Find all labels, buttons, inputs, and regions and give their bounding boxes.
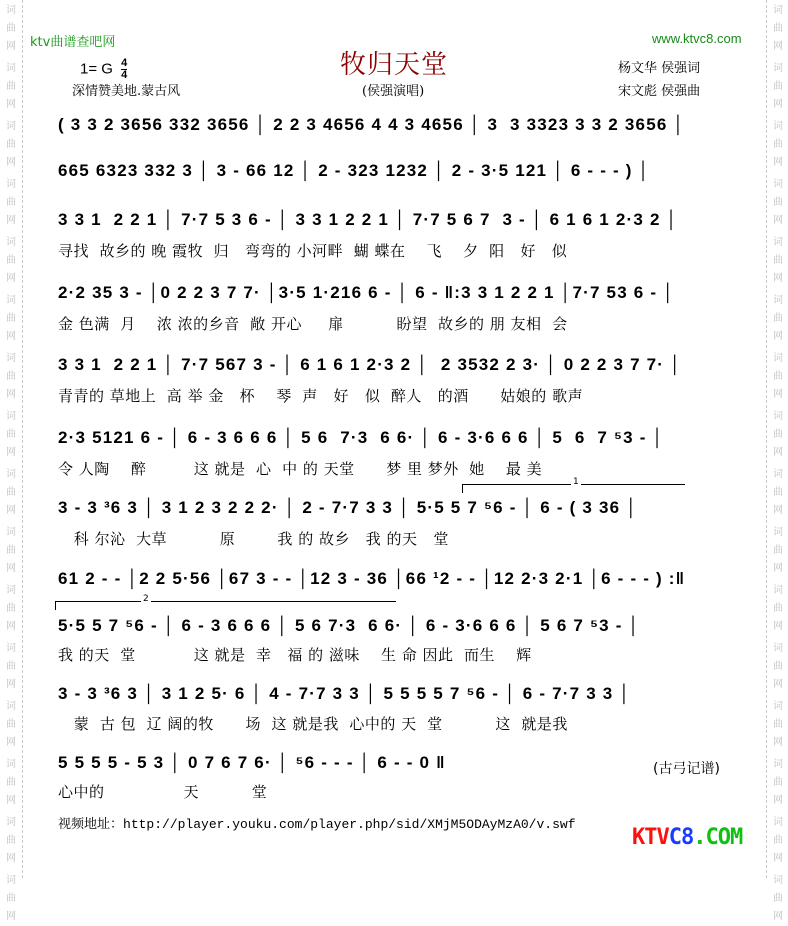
notation-row-9: 5·5 5 7 ⁵6 - │ 6 - 3 6 6 6 │ 5 6 7·3 6 6· │ 6 - 3·6 6 6 │ 5 6 7 ⁵3 - │ xyxy=(58,616,641,635)
watermark-char: 词 xyxy=(773,179,783,190)
watermark-char: 曲 xyxy=(6,835,16,846)
watermark-char: 词 xyxy=(6,875,16,886)
watermark-char: 曲 xyxy=(773,81,783,92)
singer-credit: (侯强演唱) xyxy=(362,84,425,99)
watermark-char: 词 xyxy=(6,353,16,364)
watermark-char: 网 xyxy=(6,99,16,110)
watermark-char: 网 xyxy=(6,563,16,574)
watermark-char: 曲 xyxy=(773,23,783,34)
key-label: 1= G xyxy=(80,60,113,78)
watermark-char: 网 xyxy=(6,215,16,226)
volta-1-bracket: 1 xyxy=(462,484,685,493)
watermark-char: 曲 xyxy=(6,81,16,92)
watermark-char: 曲 xyxy=(773,371,783,382)
key-signature xyxy=(80,58,127,81)
notation-row-10: 3 - 3 ³6 3 │ 3 1 2 5· 6 │ 4 - 7·7 3 3 │ 5 5 5 5 7 ⁵6 - │ 6 - 7·7 3 3 │ xyxy=(58,684,632,703)
right-watermark-strip xyxy=(766,0,788,922)
watermark-char: 网 xyxy=(6,621,16,632)
watermark-char: 曲 xyxy=(6,661,16,672)
watermark-char: 曲 xyxy=(773,313,783,324)
watermark-char: 网 xyxy=(773,563,783,574)
lyrics-row-4: 金 色满 月 浓 浓的乡音 敞 开心 扉 盼望 故乡的 朋 友相 会 xyxy=(58,315,568,333)
watermark-char: 网 xyxy=(6,157,16,168)
watermark-char: 词 xyxy=(773,469,783,480)
watermark-char: 网 xyxy=(773,157,783,168)
site-name-link[interactable]: ktv曲谱查吧网 xyxy=(30,35,116,50)
watermark-char: 网 xyxy=(6,447,16,458)
watermark-char: 词 xyxy=(6,5,16,16)
watermark-char: 网 xyxy=(6,737,16,748)
watermark-char: 词 xyxy=(773,353,783,364)
notation-row-7: 3 - 3 ³6 3 │ 3 1 2 3 2 2 2· │ 2 - 7·7 3 3 │ 5·5 5 7 ⁵6 - │ 6 - ( 3 36 │ xyxy=(58,498,639,517)
watermark-char: 曲 xyxy=(6,23,16,34)
watermark-char: 词 xyxy=(773,121,783,132)
watermark-char: 曲 xyxy=(773,719,783,730)
watermark-char: 词 xyxy=(6,237,16,248)
watermark-char: 网 xyxy=(773,795,783,806)
watermark-char: 网 xyxy=(6,911,16,922)
lyrics-row-9: 我 的天 堂 这 就是 幸 福 的 滋味 生 命 因此 而生 辉 xyxy=(58,646,532,664)
watermark-char: 曲 xyxy=(773,139,783,150)
watermark-char: 词 xyxy=(6,295,16,306)
lyrics-row-5: 青青的 草地上 高 举 金 杯 琴 声 好 似 醉人 的酒 姑娘的 歌声 xyxy=(58,387,584,405)
watermark-char: 词 xyxy=(773,701,783,712)
watermark-char: 词 xyxy=(773,411,783,422)
watermark-char: 网 xyxy=(6,679,16,690)
style-marking: 深情赞美地.蒙古风 xyxy=(72,84,181,99)
watermark-char: 网 xyxy=(773,389,783,400)
watermark-char: 曲 xyxy=(6,545,16,556)
notation-row-2: 665 6323 332 3 │ 3 - 66 12 │ 2 - 323 1232 │ 2 - 3·5 121 │ 6 - - - ) │ xyxy=(58,161,651,180)
watermark-char: 词 xyxy=(773,875,783,886)
watermark-char: 词 xyxy=(6,469,16,480)
watermark-char: 曲 xyxy=(773,893,783,904)
watermark-char: 网 xyxy=(6,41,16,52)
watermark-char: 曲 xyxy=(6,719,16,730)
volta-2-bracket: 2 xyxy=(55,601,396,610)
watermark-char: 曲 xyxy=(6,893,16,904)
watermark-char: 曲 xyxy=(6,197,16,208)
watermark-char: 词 xyxy=(773,5,783,16)
watermark-char: 网 xyxy=(773,505,783,516)
lyrics-row-3: 寻找 故乡的 晚 霞牧 归 弯弯的 小河畔 蝴 蝶在 飞 夕 阳 好 似 xyxy=(58,242,568,260)
site-url-link[interactable]: www.ktvc8.com xyxy=(652,31,742,46)
composer-credit: 宋文彪 侯强曲 xyxy=(618,84,701,99)
watermark-char: 网 xyxy=(773,853,783,864)
watermark-char: 曲 xyxy=(6,371,16,382)
notation-row-8: 61 2 - - │2 2 5·56 │67 3 - - │12 3 - 36 │66 ¹2 - - │12 2·3 2·1 │6 - - - ) :‖ xyxy=(58,569,686,588)
watermark-char: 曲 xyxy=(6,487,16,498)
notation-row-3: 3 3 1 2 2 1 │ 7·7 5 3 6 - │ 3 3 1 2 2 1 │ 7·7 5 6 7 3 - │ 6 1 6 1 2·3 2 │ xyxy=(58,210,679,229)
watermark-char: 词 xyxy=(6,759,16,770)
notation-row-4: 2·2 35 3 - │0 2 2 3 7 7· │3·5 1·216 6 - │ 6 - ‖:3 3 1 2 2 1 │7·7 53 6 - │ xyxy=(58,283,675,302)
watermark-char: 词 xyxy=(773,817,783,828)
watermark-char: 网 xyxy=(773,679,783,690)
watermark-char: 曲 xyxy=(773,545,783,556)
notation-row-11: 5 5 5 5 - 5 3 │ 0 7 6 7 6· │ ⁵6 - - - │ 6 - - 0 ‖ xyxy=(58,753,446,772)
watermark-char: 网 xyxy=(773,621,783,632)
watermark-char: 网 xyxy=(773,737,783,748)
watermark-char: 网 xyxy=(773,447,783,458)
watermark-char: 网 xyxy=(773,911,783,922)
watermark-char: 网 xyxy=(6,389,16,400)
watermark-char: 曲 xyxy=(773,777,783,788)
left-watermark-strip xyxy=(0,0,23,922)
watermark-char: 曲 xyxy=(773,487,783,498)
watermark-char: 词 xyxy=(6,527,16,538)
watermark-char: 词 xyxy=(773,759,783,770)
ktvc8-logo[interactable]: KTVC8.COM xyxy=(632,825,743,850)
watermark-char: 曲 xyxy=(6,777,16,788)
watermark-char: 词 xyxy=(6,411,16,422)
watermark-char: 词 xyxy=(6,63,16,74)
watermark-char: 曲 xyxy=(773,661,783,672)
watermark-char: 网 xyxy=(773,215,783,226)
time-signature: $\frac{4}{4}$ xyxy=(121,57,128,81)
watermark-char: 曲 xyxy=(6,139,16,150)
watermark-char: 网 xyxy=(773,273,783,284)
watermark-char: 词 xyxy=(773,237,783,248)
watermark-char: 词 xyxy=(773,295,783,306)
watermark-char: 曲 xyxy=(773,603,783,614)
watermark-char: 曲 xyxy=(773,197,783,208)
watermark-char: 曲 xyxy=(6,255,16,266)
lyricist-credit: 杨文华 侯强词 xyxy=(618,61,701,76)
notation-row-6: 2·3 5121 6 - │ 6 - 3 6 6 6 │ 5 6 7·3 6 6· │ 6 - 3·6 6 6 │ 5 6 7 ⁵3 - │ xyxy=(58,428,665,447)
watermark-char: 网 xyxy=(6,795,16,806)
notation-credit: (古弓记谱) xyxy=(653,761,720,777)
watermark-char: 词 xyxy=(6,701,16,712)
lyrics-row-10: 蒙 古 包 辽 阔的牧 场 这 就是我 心中的 天 堂 这 就是我 xyxy=(58,715,568,733)
notation-row-5: 3 3 1 2 2 1 │ 7·7 567 3 - │ 6 1 6 1 2·3 2 │ 2 3532 2 3· │ 0 2 2 3 7 7· │ xyxy=(58,355,682,374)
watermark-char: 词 xyxy=(773,527,783,538)
watermark-char: 曲 xyxy=(6,313,16,324)
watermark-char: 网 xyxy=(6,273,16,284)
watermark-char: 曲 xyxy=(6,603,16,614)
video-address xyxy=(58,813,576,832)
watermark-char: 网 xyxy=(773,99,783,110)
watermark-char: 网 xyxy=(773,331,783,342)
song-title: 牧归天堂 xyxy=(340,50,449,80)
watermark-char: 词 xyxy=(6,121,16,132)
lyrics-row-6: 令 人陶 醉 这 就是 心 中 的 天堂 梦 里 梦外 她 最 美 xyxy=(58,460,543,478)
video-url-link[interactable]: http://player.youku.com/player.php/sid/XMjM5ODAyMzA0/v.swf xyxy=(123,817,576,832)
watermark-char: 曲 xyxy=(773,429,783,440)
lyrics-row-11: 心中的 天 堂 xyxy=(58,783,268,801)
notation-row-1: ( 3 3 2 3656 332 3656 │ 2 2 3 4656 4 4 3 4656 │ 3 3 3323 3 3 2 3656 │ xyxy=(58,115,686,134)
watermark-char: 词 xyxy=(6,643,16,654)
watermark-char: 词 xyxy=(773,643,783,654)
watermark-char: 网 xyxy=(6,505,16,516)
watermark-char: 词 xyxy=(773,63,783,74)
watermark-char: 曲 xyxy=(773,835,783,846)
watermark-char: 网 xyxy=(6,853,16,864)
watermark-char: 词 xyxy=(6,179,16,190)
watermark-char: 词 xyxy=(773,585,783,596)
watermark-char: 曲 xyxy=(773,255,783,266)
watermark-char: 曲 xyxy=(6,429,16,440)
watermark-char: 词 xyxy=(6,817,16,828)
video-label: 视频地址： xyxy=(58,817,124,832)
watermark-char: 词 xyxy=(6,585,16,596)
watermark-char: 网 xyxy=(6,331,16,342)
lyrics-row-7: 科 尔沁 大草 原 我 的 故乡 我 的天 堂 xyxy=(58,530,449,548)
watermark-char: 网 xyxy=(773,41,783,52)
